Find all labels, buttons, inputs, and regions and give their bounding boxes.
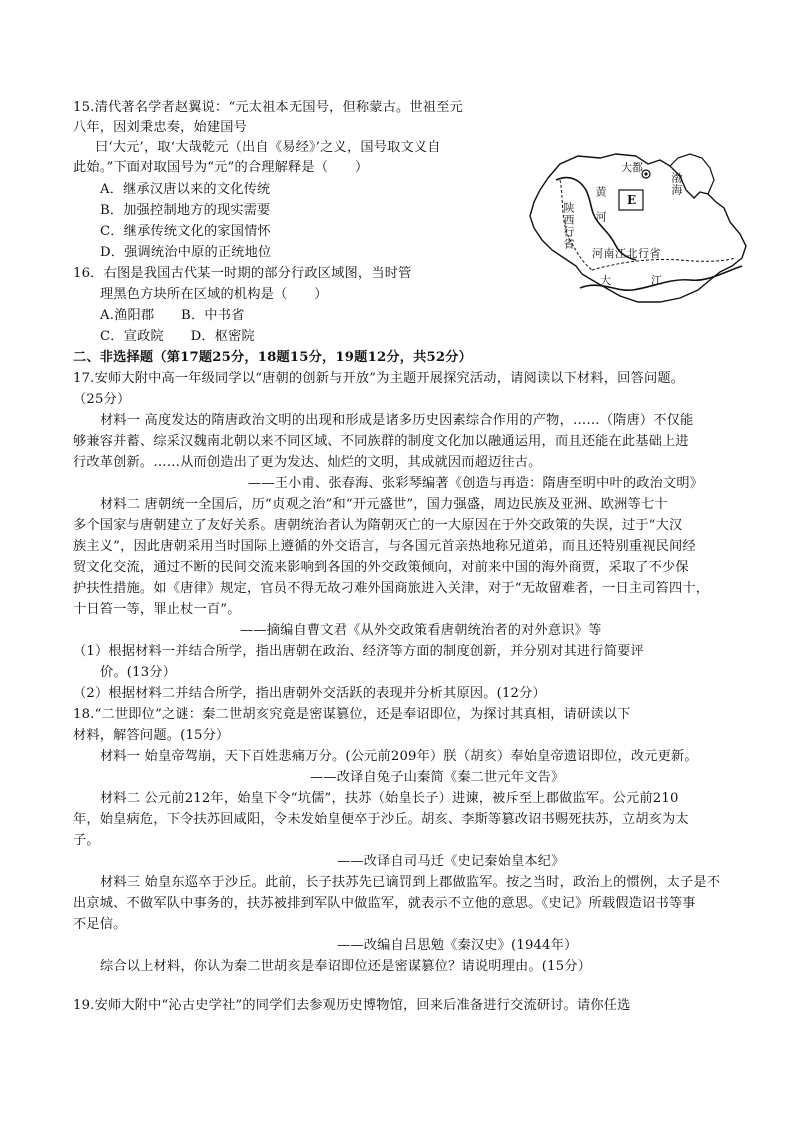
map-region-e-box: E [627, 193, 637, 207]
q15-line3: 曰‘大元’，取‘大哉乾元（出自《易经》’之义，国号取文义自 [95, 140, 441, 155]
q18-m3-line3: 不足信。 [73, 917, 127, 932]
q18-m2-line3: 子。 [73, 833, 100, 848]
q15-option-b: B．加强控制地方的现实需要 [100, 203, 271, 218]
q17-m2-line6: 十日笞一等，罪止杖一百”。 [73, 602, 241, 617]
q17-sub1-line2: 价。(13分） [100, 665, 177, 680]
map-label-shaanxi: 陕西行省 [562, 202, 575, 250]
q17-sub1-line1: （1）根据材料一并结合所学，指出唐朝在政治、经济等方面的制度创新，并分别对其进行简要评 [73, 644, 644, 659]
q16-options-row2: C．宣政院 D．枢密院 [100, 329, 255, 344]
map-label-bohai: 渤海 [670, 172, 683, 196]
q15-line1: 15.清代著名学者赵翼说：“元太祖本无国号，但称蒙古。世祖至元 [73, 100, 463, 115]
q18-m3-source: ——改编自吕思勉《秦汉史》(1944年） [337, 938, 578, 953]
q17-m2-line4: 贸文化交流，通过不断的民间交流来影响到各国的外交政策倾向，对前来中国的海外商贾，采取了不少保 [73, 560, 689, 575]
q17-m2-line1: 材料二 唐朝统一全国后，历“贞观之治”和“开元盛世”，国力强盛，周边民族及亚洲、欧洲等七十 [100, 497, 668, 512]
q18-m2-line1: 材料二 公元前212年，始皇下令“坑儒”，扶苏（始皇长子）进谏，被斥至上郡做监军。公元前210 [100, 791, 679, 806]
q18-intro-line2: 材料，解答问题。(15分） [73, 728, 230, 743]
q15-option-d: D．强调统治中原的正统地位 [100, 245, 272, 260]
q17-m2-line5: 护扶性措施。如《唐律》规定，官员不得无故刁难外国商旅进入关津，对于“无故留难者，一日主司笞四十， [73, 581, 710, 596]
q17-m1-line3: 行改革创新。……从而创造出了更为发达、灿烂的文明，其成就因而超迈往古。 [73, 455, 542, 470]
q17-m2-source: ——摘编自曹文君《从外交政策看唐朝统治者的对外意识》等 [240, 623, 602, 638]
map-label-henan-jiangbei: 河南江北行省 [592, 247, 661, 260]
q15-option-a: A．继承汉唐以来的文化传统 [100, 182, 271, 197]
q18-m3-line2: 出京城、不做军队中事务的，扶苏被排到军队中做监军，就表示不立他的意思。《史记》所载假造诏书等事 [73, 896, 696, 911]
q17-m1-line1: 材料一 高度发达的隋唐政治文明的出现和形成是诸多历史因素综合作用的产物，……（隋唐）不仅能 [100, 413, 694, 428]
q17-sub2: （2）根据材料二并结合所学，指出唐朝外交活跃的表现并分析其原因。(12分） [73, 686, 546, 701]
q16-line2: 理黑色方块所在区域的机构是（ ） [100, 287, 328, 302]
q15-option-c: C．继承传统文化的家国情怀 [100, 224, 271, 239]
map-outline [520, 150, 760, 320]
q17-intro-line1: 17.安师大附中高一年级同学以“唐朝的创新与开放”为主题开展探究活动，请阅读以下材料，回答问题。 [73, 371, 685, 386]
q15-line4: 此始。”下面对取国号为“元”的合理解释是（ ） [73, 160, 369, 175]
q18-m1-source: ——改译自兔子山秦简《秦二世元年文告》 [310, 770, 565, 785]
map-label-huanghe: 黄河 [594, 186, 607, 236]
q18-m2-source: ——改译自司马迁《史记秦始皇本纪》 [337, 854, 565, 869]
q18-m1: 材料一 始皇帝驾崩，天下百姓悲痛万分。(公元前209年）朕（胡亥）奉始皇帝遗诏即位，改元更新。 [100, 749, 698, 764]
q18-question: 综合以上材料，你认为秦二世胡亥是奉诏即位还是密谋篡位？请说明理由。(15分） [100, 959, 592, 974]
section2-heading: 二、非选择题（第17题25分，18题15分，19题12分，共52分） [73, 350, 473, 365]
q18-intro-line1: 18.“二世即位”之谜：秦二世胡亥究竟是密谋篡位，还是奉诏即位，为探讨其真相，请研读以下 [73, 707, 631, 722]
q15-line2: 八年，因刘秉忠奏，始建国号 [73, 120, 248, 135]
q17-m2-line2: 多个国家与唐朝建立了友好关系。唐朝统治者认为隋朝灭亡的一大原因在于外交政策的失误，过于“大汉 [73, 518, 683, 533]
map-label-dajiang: 大江 [600, 274, 702, 287]
q16-line1: 16．右图是我国古代某一时期的部分行政区域图，当时管 [73, 266, 412, 281]
q18-m3-line1: 材料三 始皇东巡卒于沙丘。此前，长子扶苏先已谪罚到上郡做监军。按之当时，政治上的惯例，太子是不 [100, 875, 721, 890]
admin-map [520, 150, 760, 320]
q17-intro-line2: （25分） [73, 392, 131, 407]
q17-m1-line2: 够兼容并蓄、综采汉魏南北朝以来不同区域、不同族群的制度文化加以融通运用，而且还能在此基础上进 [73, 434, 689, 449]
q19-line1: 19.安师大附中“沁古史学社”的同学们去参观历史博物馆，回来后准备进行交流研讨。请你任选 [73, 998, 631, 1013]
q17-m2-line3: 族主义”，因此唐朝采用当时国际上遵循的外交语言，与各国元首亲热地称兄道弟，而且还特别重视民间经 [73, 539, 696, 554]
q18-m2-line2: 年，始皇病危，下令扶苏回咸阳，令未发始皇便卒于沙丘。胡亥、李斯等篡改诏书赐死扶苏，立胡亥为太 [73, 812, 689, 827]
map-label-dadu: 大都 [621, 161, 643, 174]
q17-m1-source: ——王小甫、张春海、张彩琴编著《创造与再造：隋唐至明中叶的政治文明》 [248, 476, 704, 491]
q16-options-row1: A.渔阳郡 B．中书省 [100, 308, 245, 323]
